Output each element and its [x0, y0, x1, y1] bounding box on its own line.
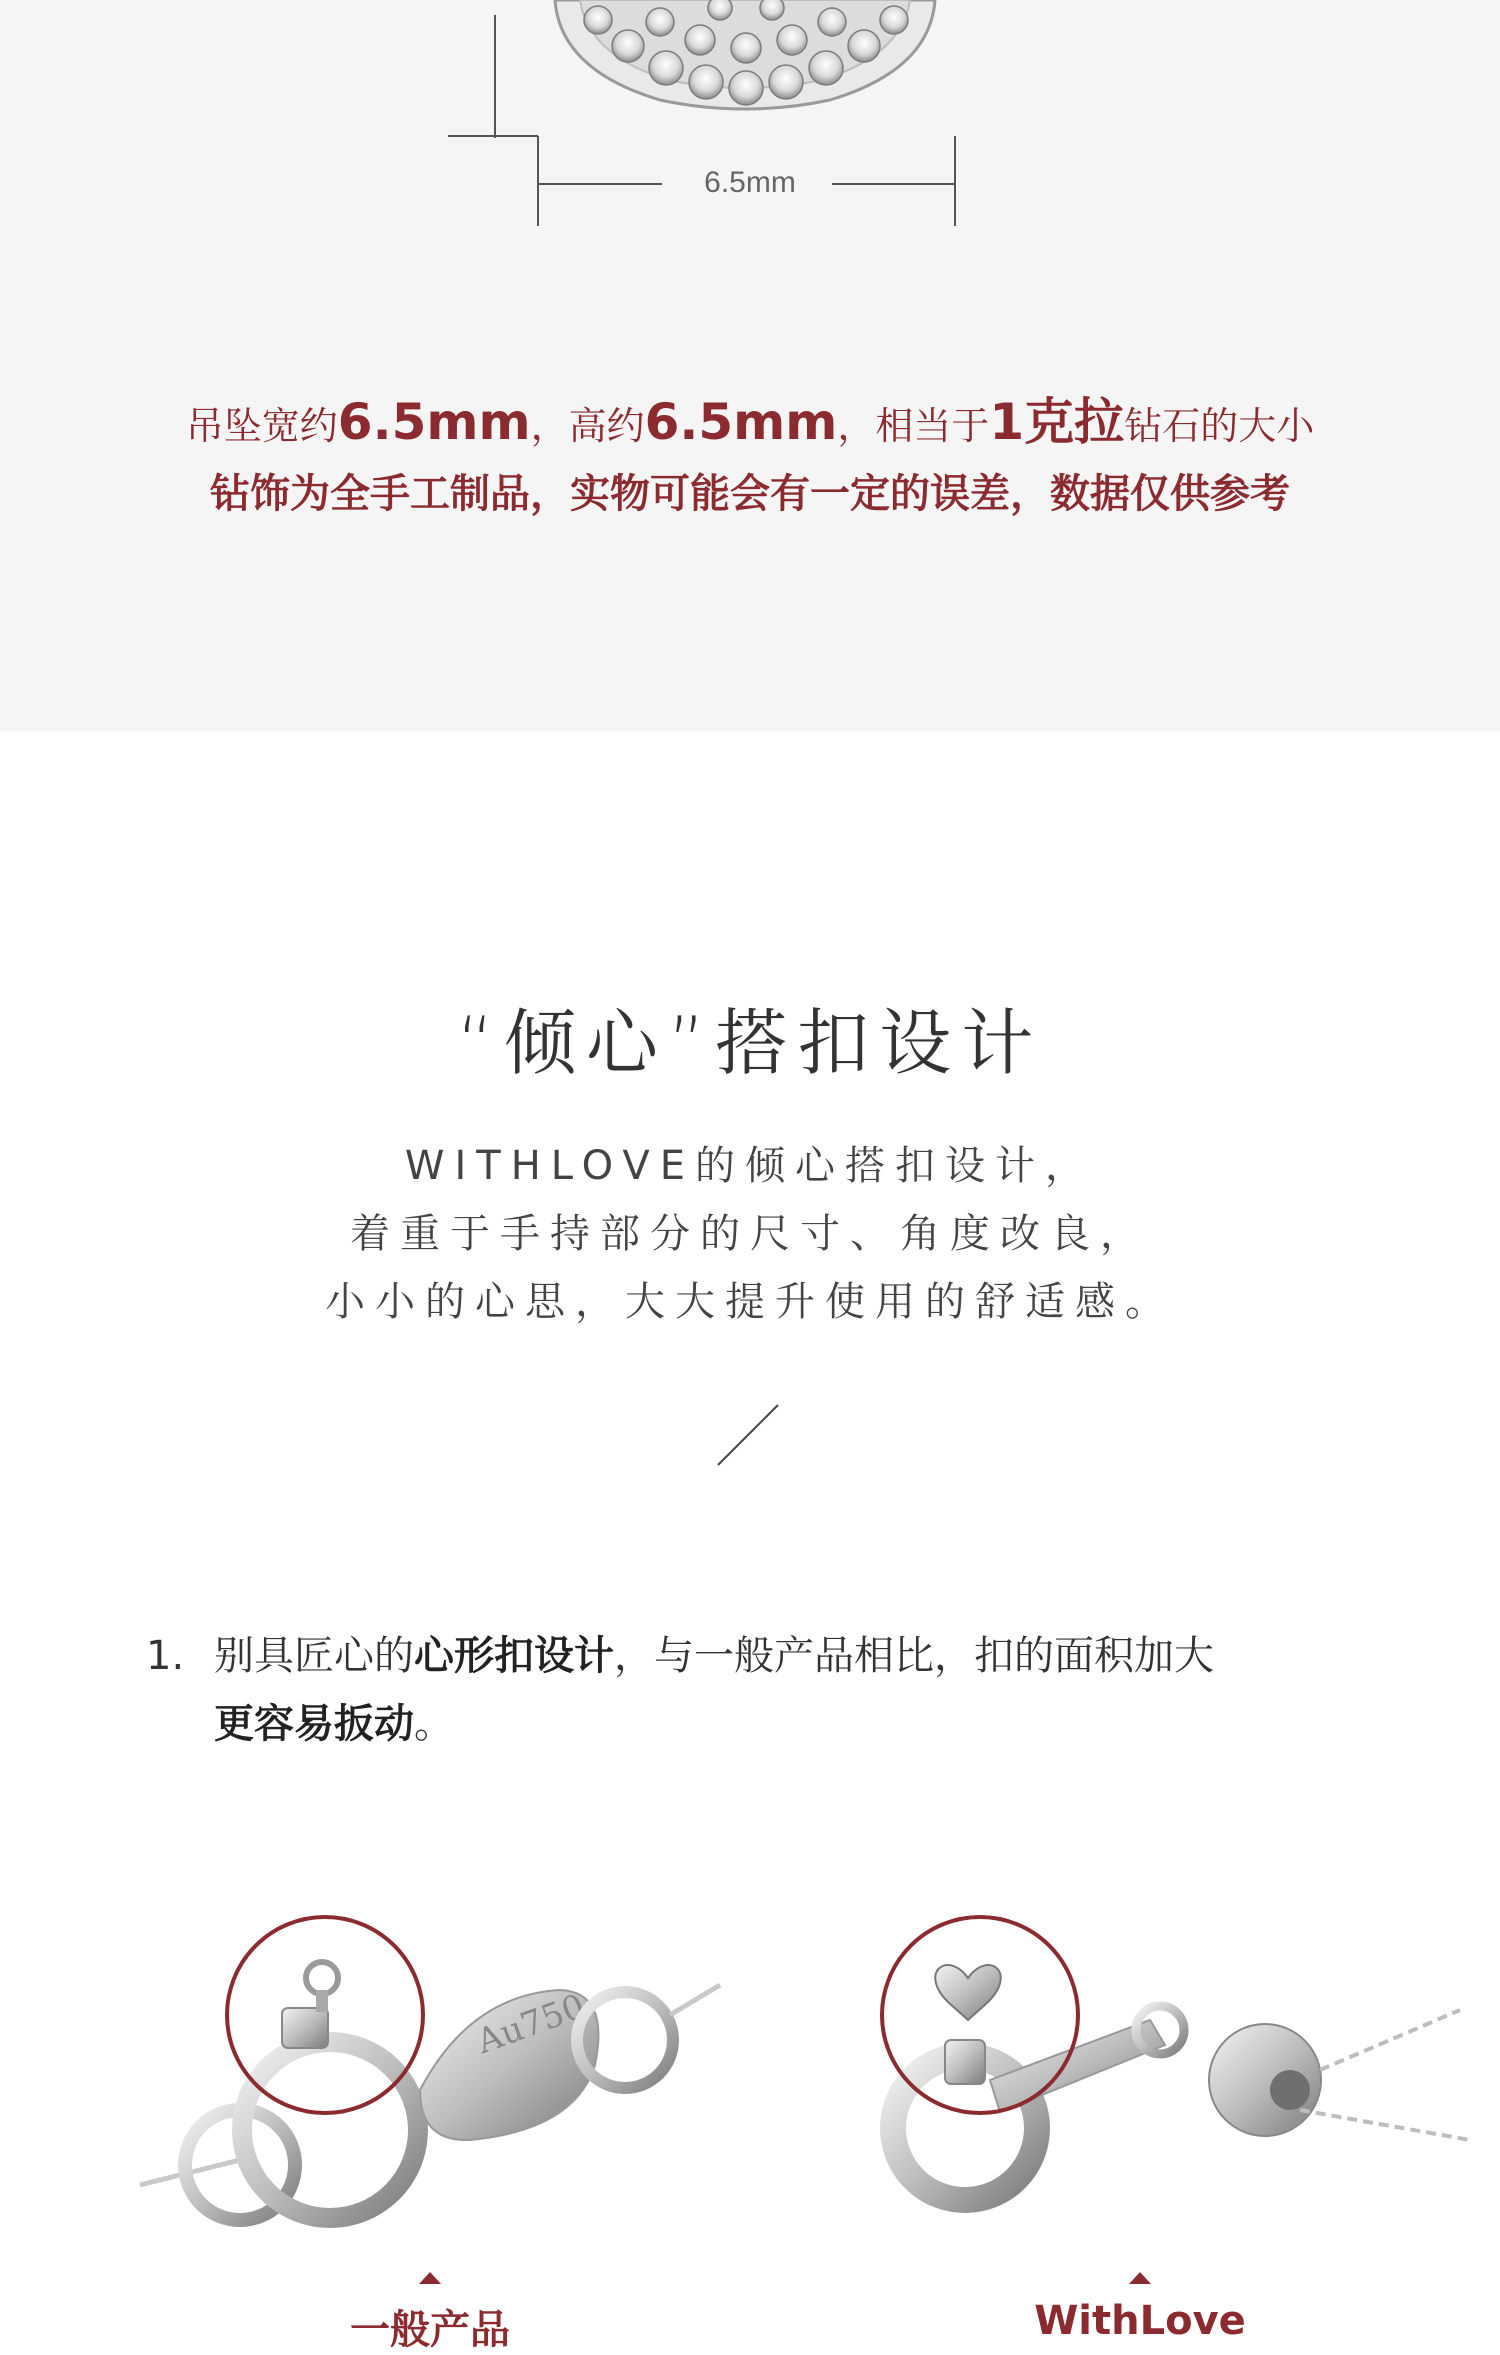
- ordinary-clasp-image: [140, 1917, 720, 2220]
- clasp-comparison: [0, 1880, 1500, 2322]
- section-title: “倾心”搭扣设计: [456, 1001, 1044, 1085]
- caption-withlove: WithLove: [1034, 2298, 1246, 2344]
- width-dimension-label: 6.5mm: [704, 166, 796, 199]
- intro-line-2: 着重于手持部分的尺寸、角度改良，: [350, 1211, 1150, 1257]
- point-number: 1.: [146, 1633, 185, 1679]
- intro-line-3: 小小的心思，大大提升使用的舒适感。: [325, 1279, 1175, 1325]
- point-text: 别具匠心的心形扣设计，与一般产品相比，扣的面积加大 更容易扳动。: [214, 1633, 1214, 1747]
- pendant-size-panel: [0, 0, 1500, 731]
- size-note-line1: 吊坠宽约6.5mm，高约6.5mm，相当于1克拉钻石的大小: [185, 393, 1315, 451]
- pendant-illustration: [0, 0, 1500, 731]
- withlove-clasp-image: [882, 1917, 1470, 2200]
- au750-stamp: Au750: [471, 1986, 591, 2063]
- slash-divider: [700, 1400, 800, 1470]
- caption-ordinary: 一般产品: [350, 2307, 510, 2353]
- caption-marker-right: [1129, 2272, 1151, 2284]
- caption-marker-left: [419, 2272, 441, 2284]
- intro-line-1: WITHLOVE的倾心搭扣设计，: [404, 1143, 1096, 1189]
- feature-point-1: [146, 1622, 1366, 1758]
- size-note-line2: 钻饰为全手工制品，实物可能会有一定的误差，数据仅供参考: [210, 471, 1290, 517]
